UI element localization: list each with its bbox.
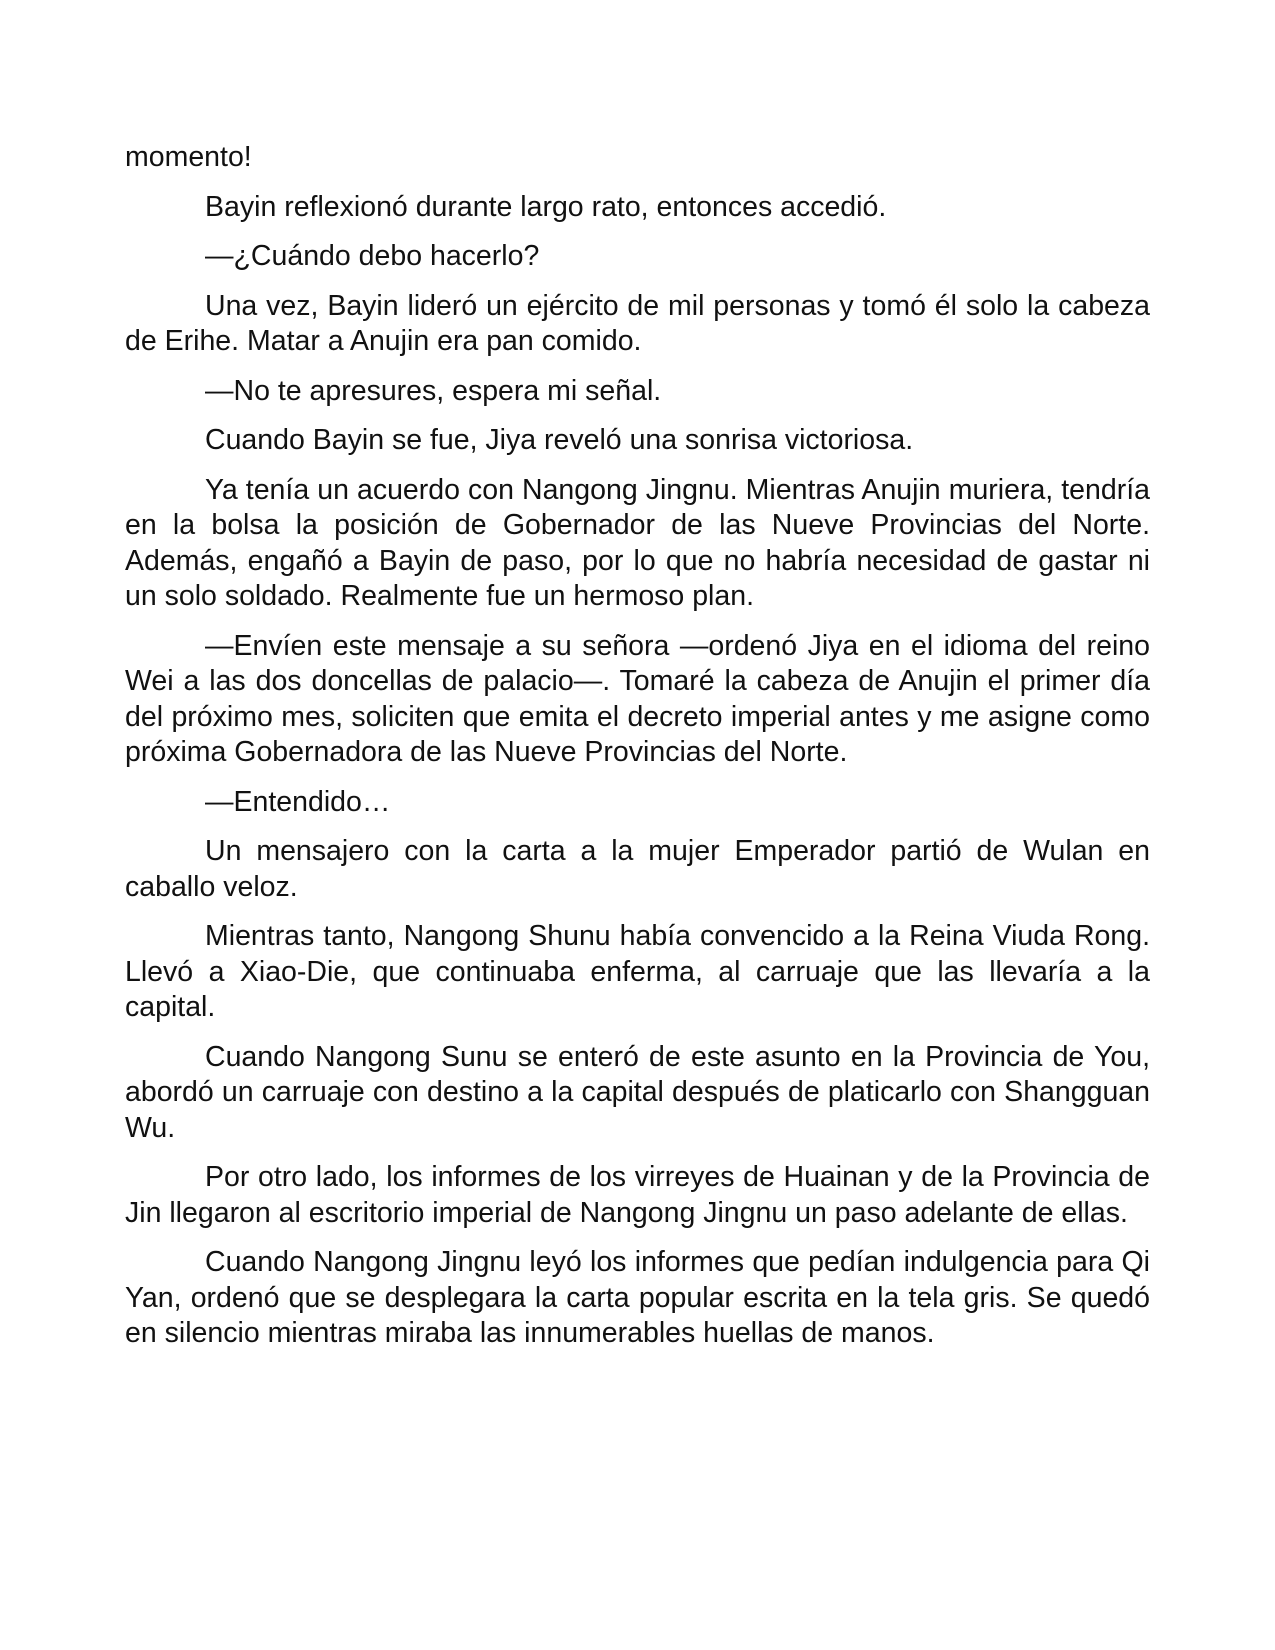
paragraph-4: Una vez, Bayin lideró un ejército de mil personas y tomó él solo la cabeza de Erihe. Matar a Anujin era pan comido. — [125, 289, 1150, 357]
paragraph-2: Bayin reflexionó durante largo rato, entonces accedió. — [205, 190, 887, 223]
paragraph-6: Cuando Bayin se fue, Jiya reveló una sonrisa victoriosa. — [205, 424, 914, 456]
paragraph-11: Mientras tanto, Nangong Shunu había convencido a la Reina Viuda Rong. Llevó a Xiao-Die, que continuaba enferma, al carruaje que las llevaría a la capital. — [125, 920, 1150, 1023]
paragraph-8: —Envíen este mensaje a su señora —ordenó Jiya en el idioma del reino Wei a las dos doncellas de palacio—. Tomaré la cabeza de Anujin el primer día del próximo mes, soliciten que emita el decreto imperial antes y me asigne como próxima Gobernadora de las Nueve Provincias del Norte. — [125, 629, 1150, 768]
paragraph-1: momento! — [125, 141, 252, 173]
paragraph-13: Por otro lado, los informes de los virreyes de Huainan y de la Provincia de Jin llegaron al escritorio imperial de Nangong Jingnu un paso adelante de ellas. — [125, 1161, 1150, 1229]
paragraph-5: —No te apresures, espera mi señal. — [205, 374, 662, 407]
paragraph-12: Cuando Nangong Sunu se enteró de este asunto en la Provincia de You, abordó un carruaje con destino a la capital después de platicarlo con Shangguan Wu. — [125, 1040, 1150, 1144]
paragraph-7: Ya tenía un acuerdo con Nangong Jingnu. Mientras Anujin muriera, tendría en la bolsa la posición de Gobernador de las Nueve Provincias del Norte. Además, engañó a Bayin de paso, por lo que no habría necesidad de gastar ni un solo soldado. Realmente fue un hermoso plan. — [125, 473, 1150, 612]
paragraph-10: Un mensajero con la carta a la mujer Emperador partió de Wulan en caballo veloz. — [125, 835, 1150, 903]
document-page — [125, 140, 1150, 1366]
paragraph-14: Cuando Nangong Jingnu leyó los informes que pedían indulgencia para Qi Yan, ordenó que se desplegara la carta popular escrita en la tela gris. Se quedó en silencio mientras miraba las innumerables huellas de manos. — [125, 1246, 1150, 1349]
paragraph-3: —¿Cuándo debo hacerlo? — [205, 240, 540, 272]
paragraph-9: —Entendido… — [205, 785, 391, 818]
